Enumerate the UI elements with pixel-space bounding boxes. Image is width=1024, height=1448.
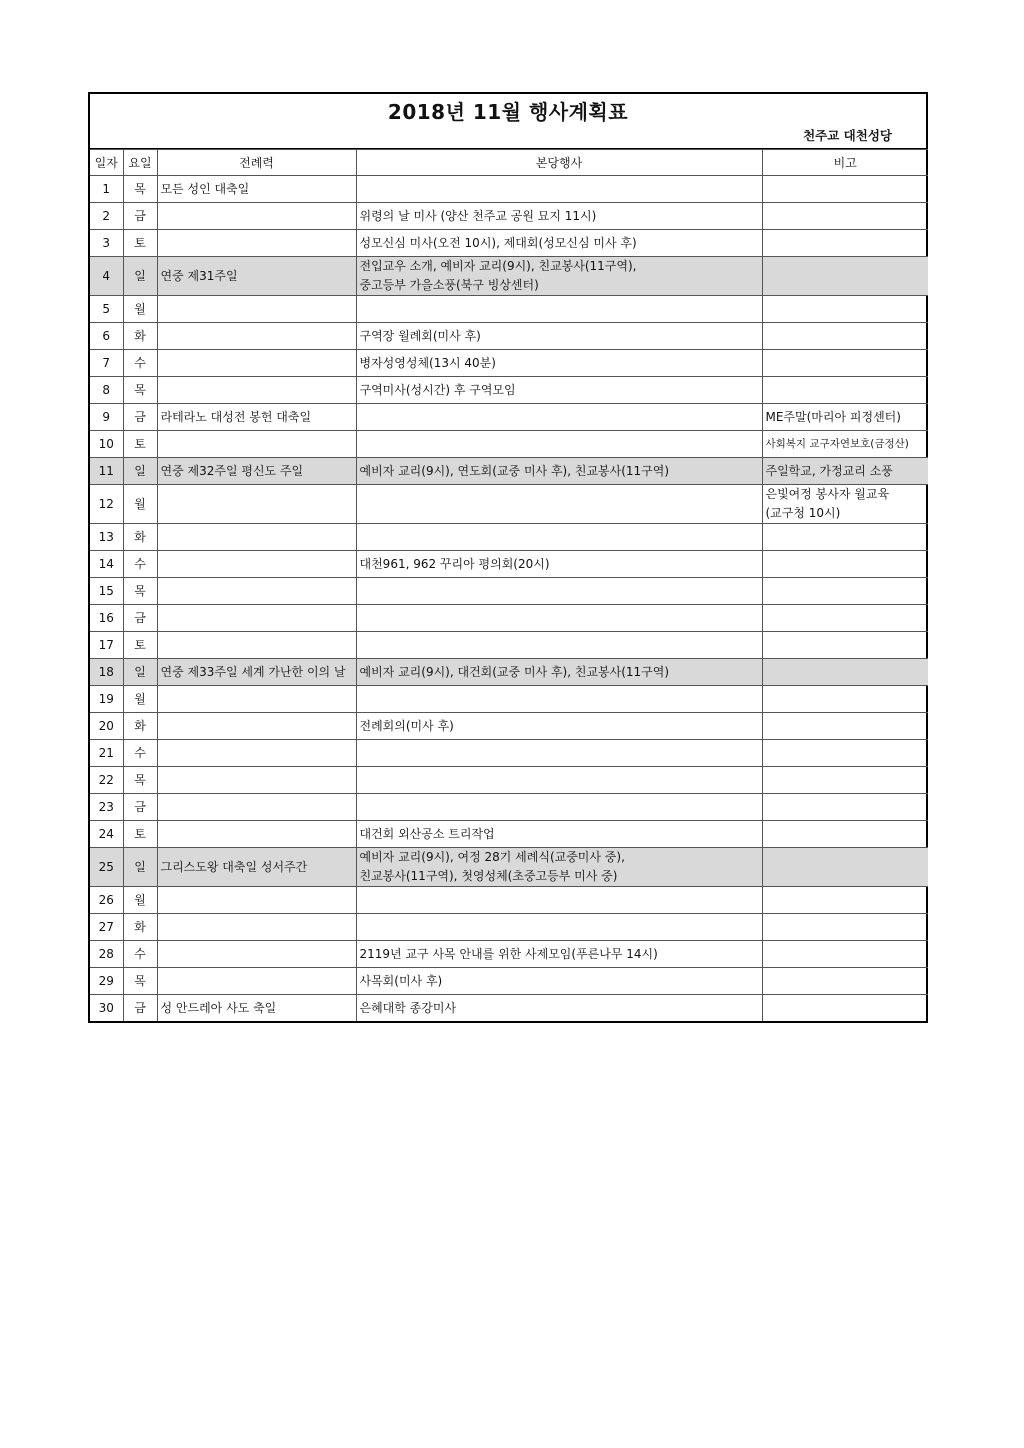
notes-cell (762, 914, 928, 941)
day-cell: 20 (90, 713, 123, 740)
day-cell: 27 (90, 914, 123, 941)
liturgy-cell (157, 968, 356, 995)
weekday-cell: 일 (123, 458, 157, 485)
weekday-cell: 금 (123, 203, 157, 230)
table-row (90, 551, 928, 578)
day-cell: 24 (90, 821, 123, 848)
events-cell (356, 848, 762, 887)
events-cell (356, 230, 762, 257)
event-line: 예비자 교리(9시), 대건회(교중 미사 후), 친교봉사(11구역) (359, 665, 670, 679)
notes-cell (762, 551, 928, 578)
table-row (90, 578, 928, 605)
table-row (90, 404, 928, 431)
note-line: 은빛여정 봉사자 월교육 (765, 487, 890, 501)
table-row (90, 659, 928, 686)
notes-cell (762, 323, 928, 350)
event-line: 예비자 교리(9시), 여정 28기 세례식(교중미사 중), (359, 850, 625, 864)
events-cell (356, 377, 762, 404)
events-cell (356, 686, 762, 713)
weekday-cell: 수 (123, 941, 157, 968)
notes-cell (762, 377, 928, 404)
table-row (90, 377, 928, 404)
day-cell: 8 (90, 377, 123, 404)
events-cell (356, 404, 762, 431)
notes-cell (762, 632, 928, 659)
events-cell (356, 794, 762, 821)
day-cell: 29 (90, 968, 123, 995)
day-cell: 3 (90, 230, 123, 257)
weekday-cell: 목 (123, 968, 157, 995)
title-block (90, 94, 926, 149)
weekday-cell: 월 (123, 887, 157, 914)
liturgy-cell (157, 485, 356, 524)
table-row (90, 176, 928, 203)
day-cell: 30 (90, 995, 123, 1022)
liturgy-cell (157, 767, 356, 794)
header-liturgy: 전례력 (157, 150, 356, 176)
table-row (90, 686, 928, 713)
page-title: 2018년 11월 행사계획표 (387, 100, 629, 124)
table-row (90, 458, 928, 485)
day-cell: 5 (90, 296, 123, 323)
event-line: 은혜대학 종강미사 (359, 1001, 457, 1015)
day-cell: 13 (90, 524, 123, 551)
liturgy-cell (157, 203, 356, 230)
note-line: ME주말(마리아 피정센터) (765, 410, 901, 424)
table-row (90, 350, 928, 377)
liturgy-cell (157, 914, 356, 941)
table-row (90, 968, 928, 995)
day-cell: 7 (90, 350, 123, 377)
notes-cell (762, 458, 928, 485)
weekday-cell: 목 (123, 176, 157, 203)
weekday-cell: 토 (123, 821, 157, 848)
liturgy-cell (157, 350, 356, 377)
events-cell (356, 995, 762, 1022)
event-line: 중고등부 가을소풍(북구 빙상센터) (359, 278, 539, 292)
weekday-cell: 월 (123, 485, 157, 524)
header-row (90, 150, 928, 176)
notes-cell (762, 941, 928, 968)
table-row (90, 203, 928, 230)
notes-cell (762, 203, 928, 230)
liturgy-cell (157, 740, 356, 767)
note-line: 사회복지 교구자연보호(금정산) (765, 438, 909, 450)
day-cell: 12 (90, 485, 123, 524)
note-line: 주일학교, 가정교리 소풍 (765, 464, 893, 478)
schedule-body (90, 176, 928, 1022)
day-cell: 9 (90, 404, 123, 431)
event-line: 대천961, 962 꾸리아 평의회(20시) (359, 557, 550, 571)
event-line: 성모신심 미사(오전 10시), 제대회(성모신심 미사 후) (359, 236, 637, 250)
weekday-cell: 월 (123, 296, 157, 323)
events-cell (356, 914, 762, 941)
liturgy-cell (157, 821, 356, 848)
liturgy-cell: 연중 제33주일 세계 가난한 이의 날 (157, 659, 356, 686)
liturgy-cell: 연중 제32주일 평신도 주일 (157, 458, 356, 485)
liturgy-cell: 연중 제31주일 (157, 257, 356, 296)
event-line: 사목회(미사 후) (359, 974, 443, 988)
weekday-cell: 화 (123, 524, 157, 551)
liturgy-cell (157, 941, 356, 968)
day-cell: 1 (90, 176, 123, 203)
organization-name: 천주교 대천성당 (803, 128, 892, 143)
liturgy-cell (157, 323, 356, 350)
weekday-cell: 수 (123, 350, 157, 377)
table-row (90, 296, 928, 323)
weekday-cell: 금 (123, 404, 157, 431)
weekday-cell: 목 (123, 767, 157, 794)
events-cell (356, 485, 762, 524)
liturgy-cell (157, 686, 356, 713)
weekday-cell: 토 (123, 632, 157, 659)
liturgy-cell (157, 230, 356, 257)
table-row (90, 848, 928, 887)
liturgy-cell (157, 524, 356, 551)
notes-cell (762, 659, 928, 686)
events-cell (356, 740, 762, 767)
events-cell (356, 578, 762, 605)
weekday-cell: 일 (123, 848, 157, 887)
weekday-cell: 금 (123, 605, 157, 632)
event-line: 구역장 월례회(미사 후) (359, 329, 481, 343)
events-cell (356, 203, 762, 230)
table-row (90, 995, 928, 1022)
liturgy-cell (157, 377, 356, 404)
notes-cell (762, 740, 928, 767)
table-row (90, 740, 928, 767)
weekday-cell: 월 (123, 686, 157, 713)
notes-cell (762, 767, 928, 794)
day-cell: 11 (90, 458, 123, 485)
weekday-cell: 화 (123, 914, 157, 941)
table-row (90, 767, 928, 794)
event-line: 전입교우 소개, 예비자 교리(9시), 친교봉사(11구역), (359, 259, 637, 273)
notes-cell (762, 605, 928, 632)
schedule-sheet (88, 92, 928, 1023)
day-cell: 22 (90, 767, 123, 794)
events-cell (356, 458, 762, 485)
weekday-cell: 수 (123, 740, 157, 767)
events-cell (356, 821, 762, 848)
events-cell (356, 605, 762, 632)
weekday-cell: 금 (123, 995, 157, 1022)
events-cell (356, 968, 762, 995)
notes-cell (762, 350, 928, 377)
table-row (90, 230, 928, 257)
events-cell (356, 257, 762, 296)
liturgy-cell (157, 578, 356, 605)
events-cell (356, 767, 762, 794)
day-cell: 18 (90, 659, 123, 686)
notes-cell (762, 431, 928, 458)
notes-cell (762, 848, 928, 887)
liturgy-cell: 라테라노 대성전 봉헌 대축일 (157, 404, 356, 431)
weekday-cell: 토 (123, 230, 157, 257)
weekday-cell: 수 (123, 551, 157, 578)
table-row (90, 485, 928, 524)
weekday-cell: 일 (123, 659, 157, 686)
table-row (90, 914, 928, 941)
events-cell (356, 551, 762, 578)
table-row (90, 794, 928, 821)
notes-cell (762, 404, 928, 431)
weekday-cell: 화 (123, 323, 157, 350)
table-row (90, 713, 928, 740)
day-cell: 15 (90, 578, 123, 605)
day-cell: 28 (90, 941, 123, 968)
events-cell (356, 632, 762, 659)
liturgy-cell (157, 632, 356, 659)
day-cell: 2 (90, 203, 123, 230)
day-cell: 25 (90, 848, 123, 887)
table-row (90, 257, 928, 296)
day-cell: 26 (90, 887, 123, 914)
notes-cell (762, 794, 928, 821)
liturgy-cell (157, 551, 356, 578)
day-cell: 21 (90, 740, 123, 767)
weekday-cell: 일 (123, 257, 157, 296)
events-cell (356, 887, 762, 914)
liturgy-cell (157, 431, 356, 458)
notes-cell (762, 176, 928, 203)
notes-cell (762, 257, 928, 296)
notes-cell (762, 887, 928, 914)
events-cell (356, 296, 762, 323)
events-cell (356, 524, 762, 551)
liturgy-cell (157, 296, 356, 323)
table-row (90, 323, 928, 350)
table-row (90, 887, 928, 914)
notes-cell (762, 296, 928, 323)
schedule-table (90, 149, 928, 1021)
notes-cell (762, 995, 928, 1022)
header-events: 본당행사 (356, 150, 762, 176)
weekday-cell: 금 (123, 794, 157, 821)
day-cell: 10 (90, 431, 123, 458)
event-line: 예비자 교리(9시), 연도회(교중 미사 후), 친교봉사(11구역) (359, 464, 670, 478)
notes-cell (762, 230, 928, 257)
events-cell (356, 713, 762, 740)
day-cell: 4 (90, 257, 123, 296)
event-line: 대건회 외산공소 트리작업 (359, 827, 495, 841)
notes-cell (762, 524, 928, 551)
event-line: 전례회의(미사 후) (359, 719, 454, 733)
notes-cell (762, 713, 928, 740)
event-line: 병자성영성체(13시 40분) (359, 356, 496, 370)
weekday-cell: 목 (123, 578, 157, 605)
event-line: 위령의 날 미사 (양산 천주교 공원 묘지 11시) (359, 209, 597, 223)
note-line: (교구청 10시) (765, 506, 841, 520)
table-row (90, 632, 928, 659)
day-cell: 19 (90, 686, 123, 713)
liturgy-cell: 모든 성인 대축일 (157, 176, 356, 203)
notes-cell (762, 821, 928, 848)
notes-cell (762, 968, 928, 995)
weekday-cell: 목 (123, 377, 157, 404)
header-day: 일자 (90, 150, 123, 176)
liturgy-cell (157, 713, 356, 740)
table-row (90, 524, 928, 551)
liturgy-cell (157, 794, 356, 821)
day-cell: 6 (90, 323, 123, 350)
notes-cell (762, 485, 928, 524)
liturgy-cell: 성 안드레아 사도 축일 (157, 995, 356, 1022)
event-line: 구역미사(성시간) 후 구역모임 (359, 383, 516, 397)
header-notes: 비고 (762, 150, 928, 176)
event-line: 친교봉사(11구역), 첫영성체(초중고등부 미사 중) (359, 869, 618, 883)
weekday-cell: 토 (123, 431, 157, 458)
table-row (90, 821, 928, 848)
day-cell: 14 (90, 551, 123, 578)
table-row (90, 941, 928, 968)
day-cell: 16 (90, 605, 123, 632)
events-cell (356, 350, 762, 377)
liturgy-cell (157, 887, 356, 914)
event-line: 2119년 교구 사목 안내를 위한 사제모임(푸른나무 14시) (359, 947, 658, 961)
events-cell (356, 431, 762, 458)
notes-cell (762, 578, 928, 605)
weekday-cell: 화 (123, 713, 157, 740)
table-row (90, 431, 928, 458)
events-cell (356, 941, 762, 968)
day-cell: 23 (90, 794, 123, 821)
liturgy-cell (157, 605, 356, 632)
events-cell (356, 659, 762, 686)
day-cell: 17 (90, 632, 123, 659)
events-cell (356, 323, 762, 350)
table-row (90, 605, 928, 632)
events-cell (356, 176, 762, 203)
liturgy-cell: 그리스도왕 대축일 성서주간 (157, 848, 356, 887)
header-weekday: 요일 (123, 150, 157, 176)
notes-cell (762, 686, 928, 713)
